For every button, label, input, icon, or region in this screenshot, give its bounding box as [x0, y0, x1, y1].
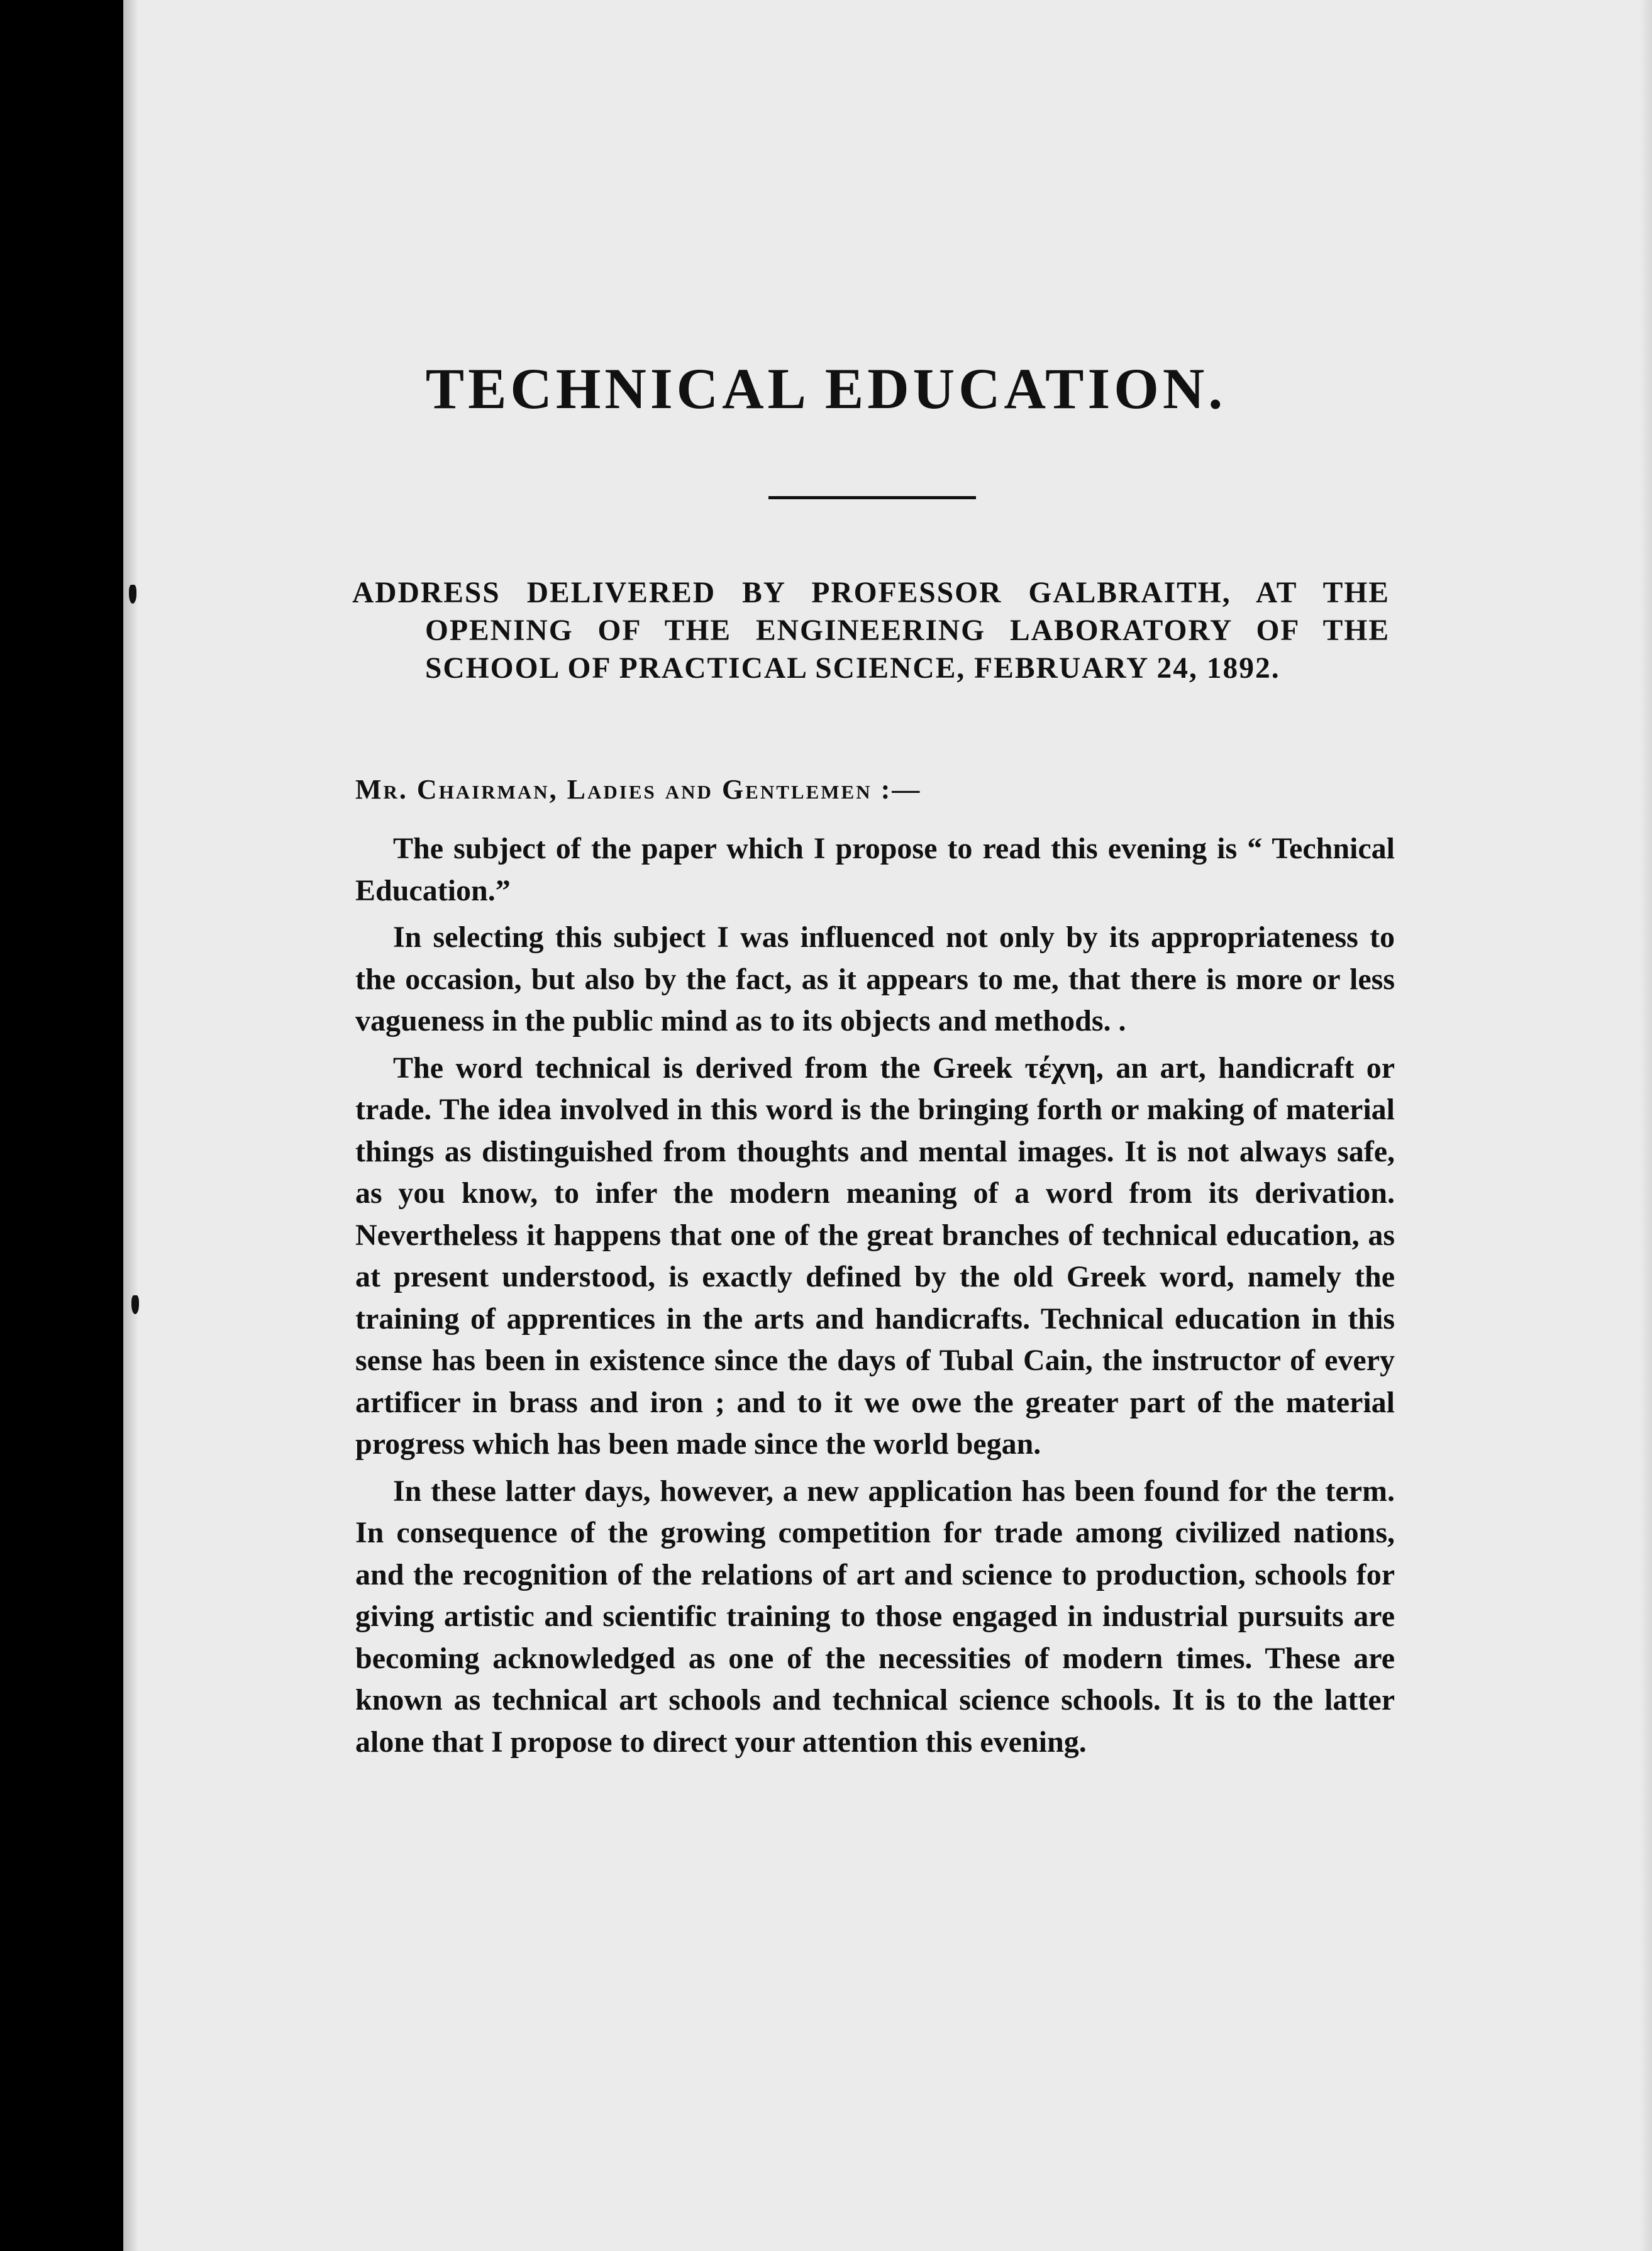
paragraph: In these latter days, however, a new application has been found for the term. In consequence of the growing competition for trade among civilized nations, and the recognition of the relations of art and science to production, schools for giving artistic and scientific training to those engaged in industrial pursuits are becoming acknowledged as one of the necessities of modern times. These are known as technical art schools and technical science schools. It is to the latter alone that I propose to direct your attention this evening.: [355, 1474, 1395, 1759]
binding-mark: [129, 585, 136, 604]
binding-shadow: [123, 0, 138, 2251]
body-text: [355, 828, 1395, 1763]
address-heading: ADDRESS DELIVERED BY PROFESSOR GALBRAITH, AT THE OPENING OF THE ENGINEERING LABORATORY OF THE SCHOOL OF PRACTICAL SCIENCE, FEBRUARY 24, 1892.: [352, 577, 1390, 685]
paragraph: The subject of the paper which I propose to read this evening is “ Technical Education.”: [355, 832, 1395, 907]
paragraph: The word technical is derived from the Greek τέχνη, an art, handicraft or trade. The idea involved in this word is the bringing forth or making of material things as distinguished from thoughts and mental images. It is not always safe, as you know, to infer the modern meaning of a word from its derivation. Nevertheless it happens that one of the great branches of technical education, as at present understood, is exactly defined by the old Greek word, namely the training of apprentices in the arts and handicrafts. Technical education in this sense has been in existence since the days of Tubal Cain, the instructor of every artificer in brass and iron ; and to it we owe the greater part of the material progress which has been made since the world began.: [355, 1051, 1395, 1461]
binding-mark: [131, 1295, 139, 1314]
salutation: Mr. Chairman, Ladies and Gentlemen :—: [355, 774, 922, 805]
document-title: TECHNICAL EDUCATION.: [425, 357, 1227, 421]
paragraph: In selecting this subject I was influenced not only by its appropriateness to the occasion, but also by the fact, as it appears to me, that there is more or less vagueness in the public mind as to its objects and methods. .: [355, 921, 1395, 1037]
page-edge: [1639, 0, 1652, 2251]
title-rule: [768, 496, 976, 499]
